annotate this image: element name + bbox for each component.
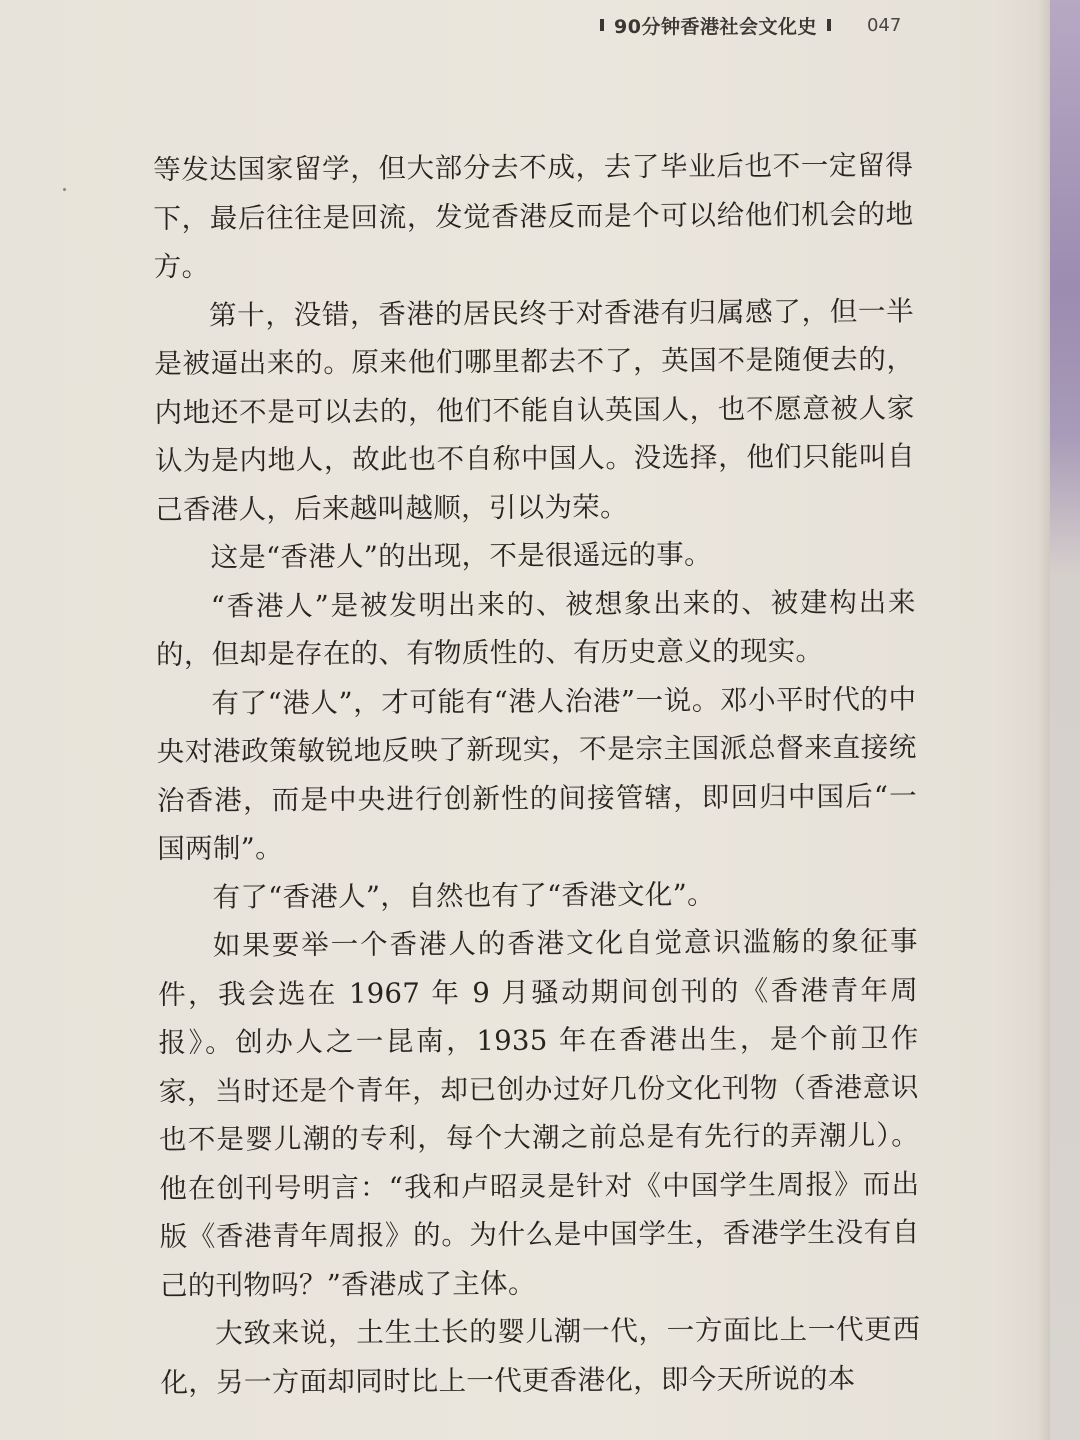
header-bullet-right xyxy=(827,19,831,31)
running-header xyxy=(590,10,901,40)
paragraph: “香港人”是被发明出来的、被想象出来的、被建构出来的，但却是存在的、有物质性的、有历史意义的现实。 xyxy=(156,585,916,671)
header-bullet-left xyxy=(600,19,604,31)
speck xyxy=(63,188,66,191)
paragraph: 如果要举一个香港人的香港文化自觉意识滥觞的象征事件，我会选在 1967 年 9 月骚动期间创刊的《香港青年周报》。创办人之一昆南，1935 年在香港出生，是个前卫作家，当时还是个青年，却已创办过好几份文化刊物（香港意识也不是婴儿潮的专利，每个大潮之前总是有先行的弄潮儿）。他在创刊号明言：“我和卢昭灵是针对《中国学生周报》而出版《香港青年周报》的。为什么是中国学生，香港学生没有自己的刊物吗？”香港成了主体。 xyxy=(158,925,920,1302)
paragraph: 有了“港人”，才可能有“港人治港”一说。邓小平时代的中央对港政策敏锐地反映了新现实，不是宗主国派总督来直接统治香港，而是中央进行创新性的间接管辖，即回归中国后“一国两制”。 xyxy=(156,682,918,865)
paragraph: 这是“香港人”的出现，不是很遥远的事。 xyxy=(210,538,712,574)
body-text xyxy=(153,141,921,1407)
page-number: 047 xyxy=(866,14,902,36)
paragraph: 第十，没错，香港的居民终于对香港有归属感了，但一半是被逼出来的。原来他们哪里都去不了，英国不是随便去的，内地还不是可以去的，他们不能自认英国人，也不愿意被人家认为是内地人，故此也不自称中国人。没选择，他们只能叫自己香港人，后来越叫越顺，引以为荣。 xyxy=(154,294,916,526)
running-title: 90分钟香港社会文化史 xyxy=(614,15,817,38)
paragraph: 有了“香港人”，自然也有了“香港文化”。 xyxy=(212,878,715,914)
paragraph: 等发达国家留学，但大部分去不成，去了毕业后也不一定留得下，最后往往是回流，发觉香港反而是个可以给他们机会的地方。 xyxy=(153,149,914,283)
next-page-edge xyxy=(1050,0,1080,1440)
paragraph: 大致来说，土生土长的婴儿潮一代，一方面比上一代更西化，另一方面却同时比上一代更香港化，即今天所说的本 xyxy=(160,1313,921,1399)
